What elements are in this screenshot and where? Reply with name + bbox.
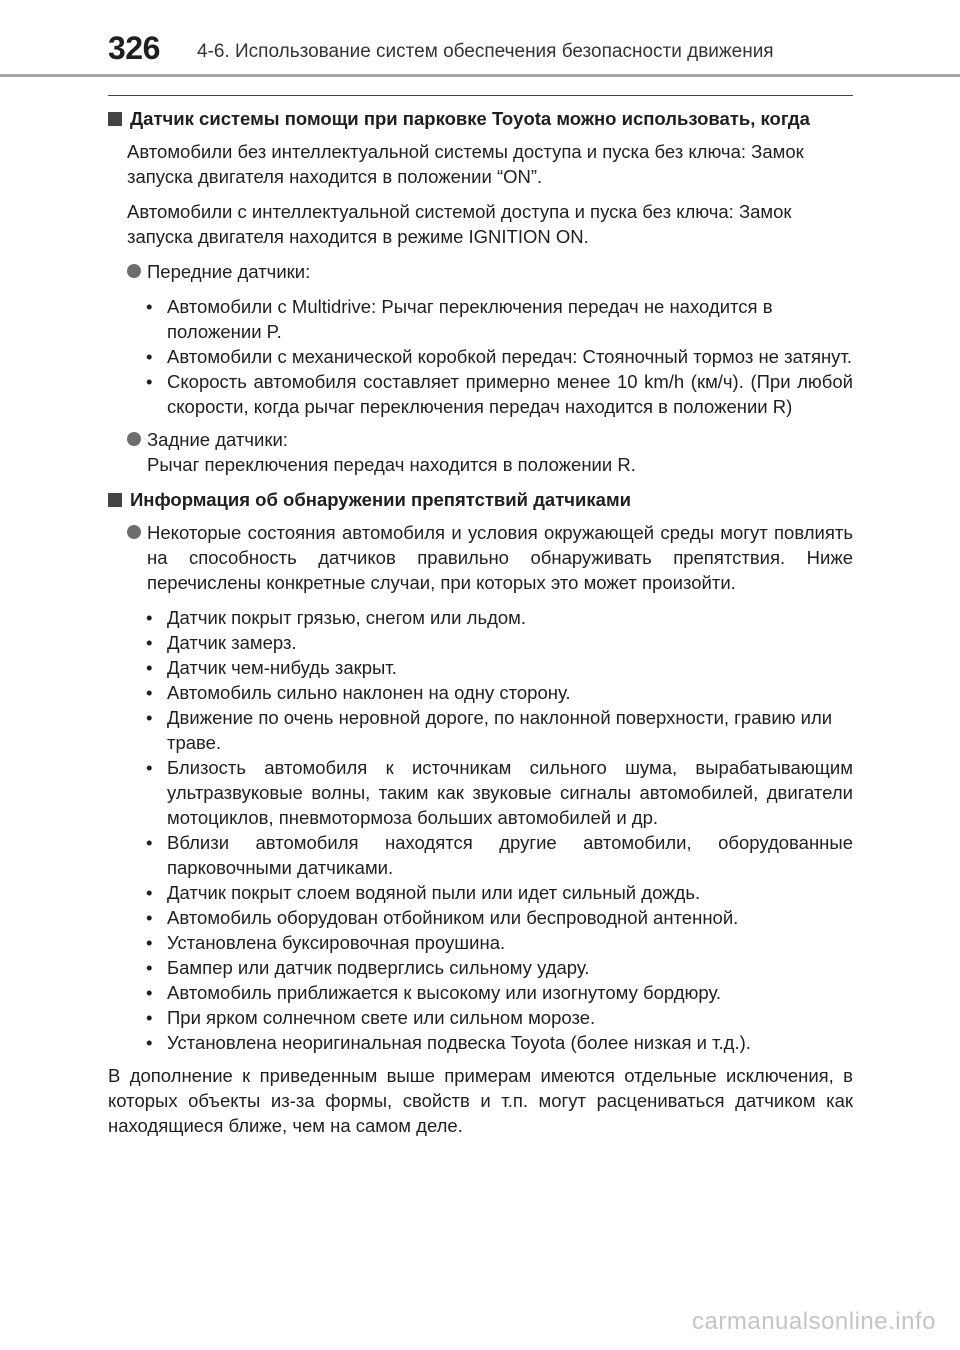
list-item: • Датчик чем-нибудь закрыт. bbox=[146, 657, 397, 678]
list-item: • Близость автомобиля к источникам сильного шума, вырабатывающим ультразвуковые волны, таким как звуковые сигналы автомобилей, двигатели мотоциклов, пневмотормоза больших автомобилей и др. bbox=[146, 757, 853, 828]
section-heading-usage bbox=[108, 106, 853, 131]
list-item: • Датчик замерз. bbox=[146, 632, 297, 653]
list-item: • Вблизи автомобиля находятся другие автомобили, оборудованные парковочными датчиками. bbox=[146, 832, 853, 878]
list-item: • Установлена неоригинальная подвеска Toyota (более низкая и т.д.). bbox=[146, 1032, 751, 1053]
paragraph-without-smart-key: Автомобили без интеллектуальной системы доступа и пуска без ключа: Замок запуска двигателя находится в положении “ON”. bbox=[127, 141, 804, 187]
list-item: • Датчик покрыт слоем водяной пыли или идет сильный дождь. bbox=[146, 882, 701, 903]
list-item: • Автомобиль приближается к высокому или изогнутому бордюру. bbox=[146, 982, 722, 1003]
running-title: 4-6. Использование систем обеспечения безопасности движения bbox=[197, 41, 774, 62]
rear-sensors-text: Рычаг переключения передач находится в положении R. bbox=[147, 454, 636, 475]
circle-bullet-icon bbox=[127, 525, 141, 539]
front-sensors-item bbox=[108, 259, 853, 284]
heading-text: Датчик системы помощи при парковке Toyota можно использовать, когда bbox=[130, 108, 810, 129]
list-item: • При ярком солнечном свете или сильном морозе. bbox=[146, 1007, 596, 1028]
detection-intro-text: Некоторые состояния автомобиля и условия окружающей среды могут повлиять на способность датчиков правильно обнаруживать препятствия. Ниже перечислены конкретные случаи, при которых это может произойти. bbox=[147, 522, 853, 593]
section-divider bbox=[108, 95, 853, 96]
rear-sensors-item bbox=[108, 427, 853, 477]
square-bullet-icon bbox=[108, 493, 122, 507]
header-divider bbox=[0, 74, 960, 77]
circle-bullet-icon bbox=[127, 264, 141, 278]
list-item: • Движение по очень неровной дороге, по наклонной поверхности, гравию или траве. bbox=[146, 707, 833, 753]
closing-paragraph: В дополнение к приведенным выше примерам имеются отдельные исключения, в которых объекты из-за формы, свойств и т.п. могут расцениваться датчиком как находящиеся ближе, чем на самом деле. bbox=[108, 1065, 853, 1136]
page-number: 326 bbox=[108, 30, 160, 66]
list-item: • Датчик покрыт грязью, снегом или льдом. bbox=[146, 607, 527, 628]
circle-bullet-icon bbox=[127, 432, 141, 446]
list-item: • Автомобиль оборудован отбойником или беспроводной антенной. bbox=[146, 907, 739, 928]
list-item: • Скорость автомобиля составляет примерно менее 10 km/h (км/ч). (При любой скорости, когда рычаг переключения передач находится в положении R) bbox=[146, 371, 853, 417]
front-sensors-title: Передние датчики: bbox=[147, 261, 311, 282]
list-item: • Автомобили с Multidrive: Рычаг переключения передач не находится в положении P. bbox=[146, 296, 773, 342]
list-item: • Установлена буксировочная проушина. bbox=[146, 932, 506, 953]
list-item: • Бампер или датчик подверглись сильному удару. bbox=[146, 957, 590, 978]
list-item: • Автомобили с механической коробкой передач: Стояночный тормоз не затянут. bbox=[146, 346, 852, 367]
detection-conditions-list bbox=[108, 605, 853, 1055]
heading-text: Информация об обнаружении препятствий датчиками bbox=[130, 489, 631, 510]
list-item: • Автомобиль сильно наклонен на одну сторону. bbox=[146, 682, 571, 703]
section-heading-detection bbox=[108, 487, 853, 512]
page-header bbox=[0, 0, 960, 80]
detection-intro-item bbox=[108, 520, 853, 595]
rear-sensors-title: Задние датчики: bbox=[147, 429, 288, 450]
front-sensors-list bbox=[108, 294, 853, 419]
square-bullet-icon bbox=[108, 112, 122, 126]
paragraph-with-smart-key: Автомобили с интеллектуальной системой доступа и пуска без ключа: Замок запуска двигателя находится в режиме IGNITION ON. bbox=[127, 201, 792, 247]
watermark: carmanualsonline.info bbox=[692, 1308, 936, 1335]
page-content bbox=[108, 106, 853, 1138]
